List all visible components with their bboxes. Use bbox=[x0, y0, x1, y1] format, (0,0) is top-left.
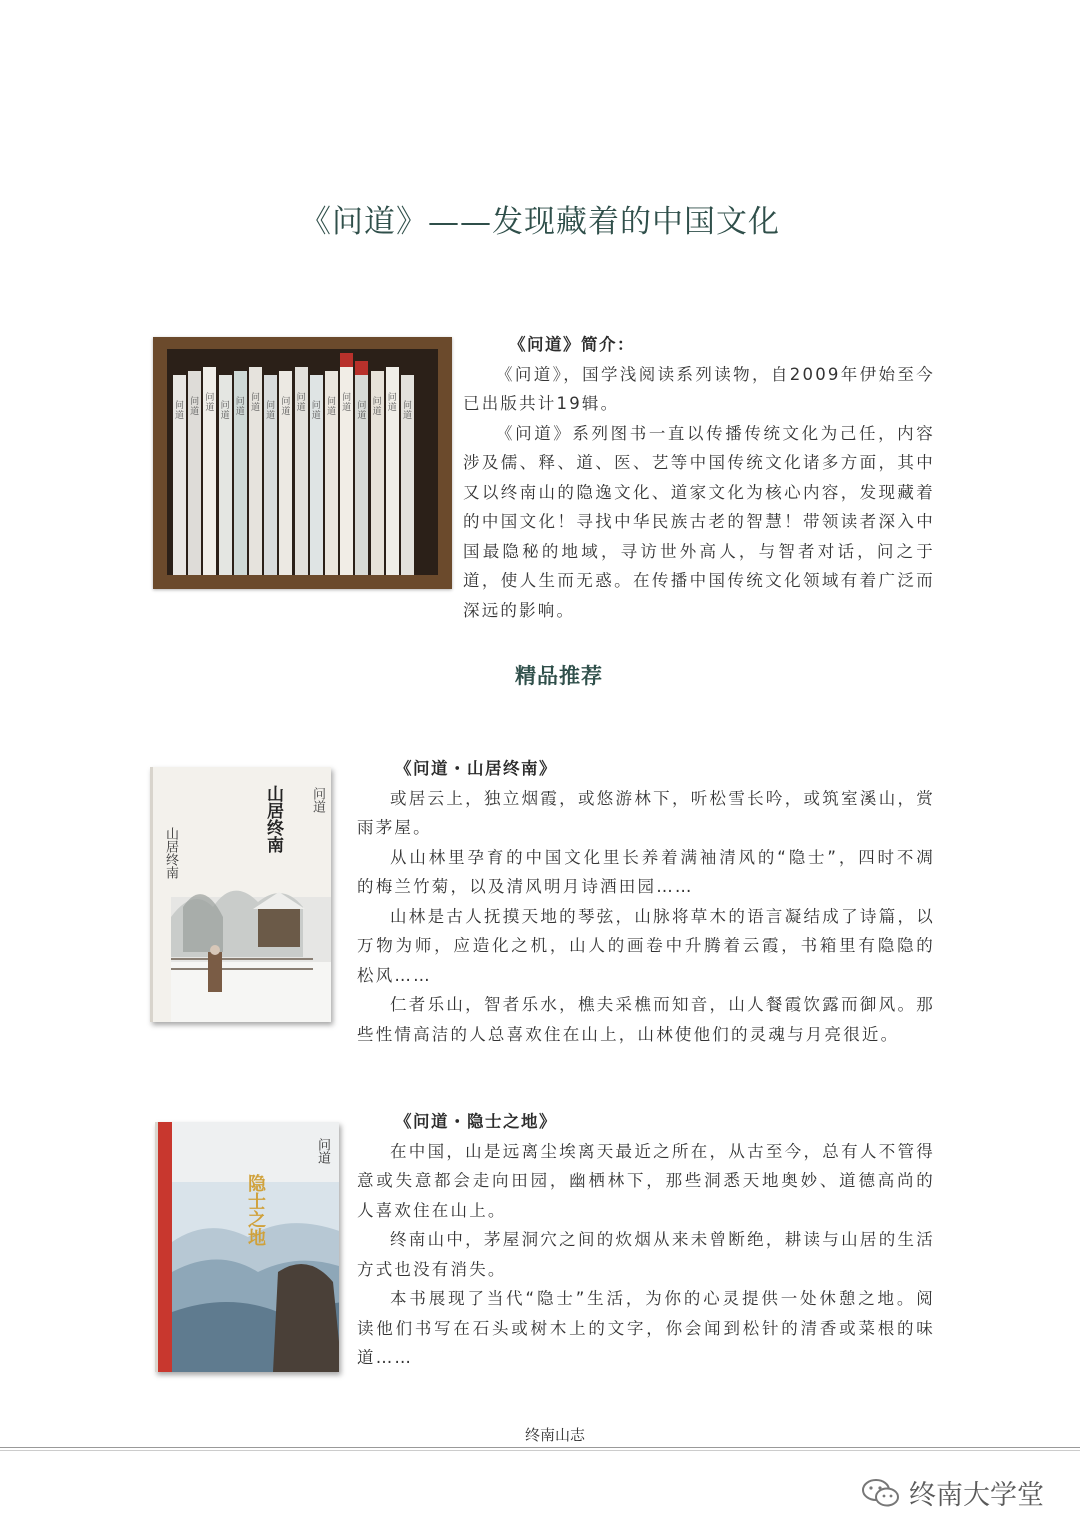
book-spine bbox=[355, 361, 368, 575]
intro-block bbox=[463, 330, 935, 625]
book-spine bbox=[401, 375, 414, 575]
intro-paragraph: 《问道》系列图书一直以传播传统文化为己任，内容涉及儒、释、道、医、艺等中国传统文化诸多方面，其中又以终南山的隐逸文化、道家文化为核心内容，发现藏着的中国文化！寻找中华民族古老的智慧！带领读者深入中国最隐秘的地域，寻访世外高人，与智者对话，问之于道，使人生而无惑。在传播中国传统文化领域有着广泛而深远的影响。 bbox=[463, 423, 935, 620]
section-title: 精品推荐 bbox=[515, 663, 603, 688]
mountain-mist-illustration bbox=[158, 1122, 339, 1372]
book-spine bbox=[371, 371, 384, 575]
book-spine-label: 问道 bbox=[250, 393, 260, 413]
book1-paragraph: 仁者乐山，智者乐水，樵夫采樵而知音，山人餐霞饮露而御风。那些性情高洁的人总喜欢住在山上，山林使他们的灵魂与月亮很近。 bbox=[357, 995, 935, 1044]
book-spine bbox=[264, 375, 277, 575]
book-spine bbox=[386, 367, 399, 575]
book1-spine-title: 山居终南 bbox=[163, 827, 178, 879]
book-spine-label: 问道 bbox=[342, 393, 352, 413]
book2-heading: 《问道・隐士之地》 bbox=[395, 1112, 557, 1131]
book-spine-label: 问道 bbox=[326, 397, 336, 417]
book2-series: 问道 bbox=[315, 1138, 330, 1164]
book-cover-shanju bbox=[150, 767, 331, 1022]
account-watermark bbox=[861, 1473, 1044, 1512]
book-spine-label: 问道 bbox=[220, 401, 230, 421]
book-spine-label: 问道 bbox=[402, 401, 412, 421]
footer-label: 终南山志 bbox=[524, 1426, 585, 1444]
wechat-icon bbox=[861, 1477, 901, 1509]
footer-divider bbox=[0, 1447, 1080, 1448]
book-spine-label: 问道 bbox=[387, 393, 397, 413]
book2-paragraph: 在中国，山是远离尘埃离天最近之所在，从古至今，总有人不管得意或失意都会走向田园，幽栖林下，那些洞悉天地奥妙、道德高尚的人喜欢住在山上。 bbox=[357, 1141, 935, 1220]
book1-paragraph: 或居云上，独立烟霞，或悠游林下，听松雪长吟，或筑室溪山，赏雨茅屋。 bbox=[357, 788, 935, 837]
book-spine bbox=[203, 367, 216, 575]
book1-paragraph: 从山林里孕育的中国文化里长养着满袖清风的“隐士”，四时不凋的梅兰竹菊，以及清风明月诗酒田园…… bbox=[357, 847, 935, 896]
book-spine-label: 问道 bbox=[174, 401, 184, 421]
book2-paragraph: 终南山中，茅屋洞穴之间的炊烟从来未曾断绝，耕读与山居的生活方式也没有消失。 bbox=[357, 1230, 935, 1279]
book-spine bbox=[325, 371, 338, 575]
book-spine bbox=[295, 367, 308, 575]
book-spine-label: 问道 bbox=[190, 397, 200, 417]
book-spine bbox=[279, 371, 292, 575]
book-spine-label: 问道 bbox=[357, 401, 367, 421]
book-spine-label: 问道 bbox=[281, 397, 291, 417]
book1-series: 问道 bbox=[310, 787, 325, 813]
intro-paragraph: 《问道》，国学浅阅读系列读物，自2009年伊始至今已出版共计19辑。 bbox=[463, 364, 935, 413]
book-spine-label: 问道 bbox=[235, 397, 245, 417]
watermark-text: 终南大学堂 bbox=[909, 1480, 1044, 1511]
book2-cover-title: 隐士之地 bbox=[245, 1174, 266, 1246]
book1-description bbox=[357, 754, 935, 1049]
book1-paragraph: 山林是古人抚摸天地的琴弦，山脉将草木的语言凝结成了诗篇，以万物为师，应造化之机，山人的画卷中升腾着云霞，书箱里有隐隐的松风…… bbox=[357, 906, 935, 985]
book1-cover-title: 山居终南 bbox=[263, 785, 283, 853]
book-spine bbox=[340, 353, 353, 575]
book-spine bbox=[188, 371, 201, 575]
book1-heading: 《问道・山居终南》 bbox=[395, 759, 557, 778]
book-spine-label: 问道 bbox=[266, 401, 276, 421]
book-spine bbox=[234, 371, 247, 575]
book2-paragraph: 本书展现了当代“隐士”生活，为你的心灵提供一处休憩之地。阅读他们书写在石头或树木上的文字，你会闻到松针的清香或菜根的味道…… bbox=[357, 1289, 935, 1367]
book-spine bbox=[219, 375, 232, 575]
book-spine-label: 问道 bbox=[311, 401, 321, 421]
book-spine-label: 问道 bbox=[296, 393, 306, 413]
intro-heading: 《问道》简介： bbox=[509, 335, 635, 354]
book-spine-label: 问道 bbox=[205, 393, 215, 413]
book-cover-yinshi bbox=[155, 1122, 339, 1372]
snow-scene-illustration bbox=[153, 767, 331, 1022]
page-title: 《问道》——发现藏着的中国文化 bbox=[300, 204, 780, 240]
book-spine bbox=[249, 367, 262, 575]
book2-description bbox=[357, 1107, 935, 1373]
book-spine bbox=[173, 375, 186, 575]
bookshelf-photo bbox=[153, 337, 452, 589]
book-spine-label: 问道 bbox=[372, 397, 382, 417]
footer-divider-secondary bbox=[0, 1450, 1080, 1451]
book-spine bbox=[310, 375, 323, 575]
